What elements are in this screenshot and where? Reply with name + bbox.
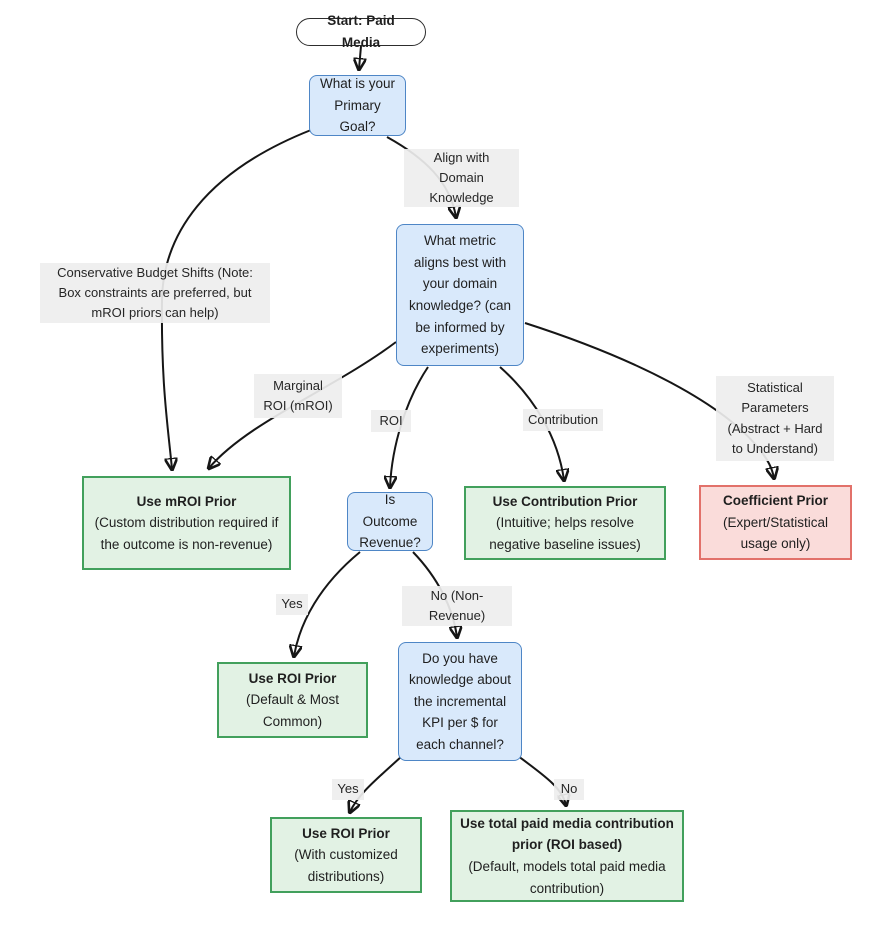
- node-total-paid-media-prior-title: Use total paid media contribution prior (ROI based): [460, 815, 674, 853]
- node-roi-prior-default-title: Use ROI Prior: [248, 670, 337, 686]
- node-kpi-question: [398, 642, 522, 761]
- node-is-outcome-revenue-text: Is Outcome Revenue?: [359, 492, 421, 551]
- edge-label-no-bottom: No: [554, 779, 584, 800]
- node-mroi-prior: [82, 476, 291, 570]
- node-metric-question-text: What metric aligns best with your domain knowledge? (can be informed by experiments): [408, 233, 512, 357]
- node-roi-prior-default-note: (Default & Most Common): [245, 692, 340, 729]
- node-primary-goal-text: What is your Primary Goal?: [319, 76, 396, 135]
- edge-label-statistical-parameters: Statistical Parameters (Abstract + Hard to Understand): [716, 376, 834, 461]
- node-start-label: Start: Paid Media: [327, 13, 395, 50]
- node-mroi-prior-note: (Custom distribution required if the outcome is non-revenue): [94, 515, 279, 552]
- edge-label-no-non-revenue: No (Non-Revenue): [402, 586, 512, 626]
- node-total-paid-media-prior-note: (Default, models total paid media contribution): [468, 859, 666, 896]
- node-is-outcome-revenue: [347, 492, 433, 551]
- node-kpi-question-text: Do you have knowledge about the incremental KPI per $ for each channel?: [408, 650, 512, 752]
- node-roi-prior-custom-note: (With customized distributions): [294, 847, 398, 884]
- node-primary-goal: [309, 75, 406, 136]
- node-contribution-prior-note: (Intuitive; helps resolve negative baseline issues): [489, 515, 641, 552]
- edge-label-yes-bottom: Yes: [332, 779, 364, 800]
- edge-label-conservative-budget: Conservative Budget Shifts (Note: Box constraints are preferred, but mROI priors can help): [40, 263, 270, 323]
- node-mroi-prior-title: Use mROI Prior: [136, 493, 237, 509]
- edge-label-yes-mid: Yes: [276, 594, 308, 615]
- node-coefficient-prior-note: (Expert/Statistical usage only): [722, 514, 829, 552]
- edge-label-roi: ROI: [371, 410, 411, 432]
- node-contribution-prior-title: Use Contribution Prior: [492, 493, 638, 509]
- node-roi-prior-custom: [270, 817, 422, 893]
- edge-label-contribution: Contribution: [523, 409, 603, 431]
- node-coefficient-prior-title: Coefficient Prior: [722, 493, 828, 509]
- edge-label-align-domain: Align with Domain Knowledge: [404, 149, 519, 207]
- node-metric-question: [396, 224, 524, 366]
- node-start: [296, 13, 426, 50]
- node-total-paid-media-prior: [450, 810, 684, 902]
- node-coefficient-prior: [699, 485, 852, 560]
- node-contribution-prior: [464, 486, 666, 560]
- node-roi-prior-custom-title: Use ROI Prior: [302, 825, 390, 841]
- edge-label-marginal-roi: Marginal ROI (mROI): [254, 374, 342, 418]
- node-roi-prior-default: [217, 662, 368, 738]
